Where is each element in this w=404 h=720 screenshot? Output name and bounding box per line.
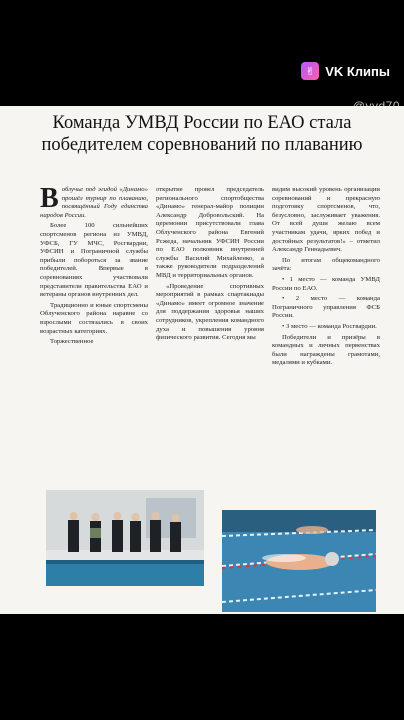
team-photo bbox=[46, 490, 204, 586]
result-item: • 1 место — команда УМВД России по ЕАО. bbox=[272, 275, 380, 292]
paragraph: «Проведение спортивных мероприятий в рамках спартакиады «Динамо» имеет огромное значение для поддержания здоровья наших сотрудников, укрепления командного духа и повышения уровня физического развития. Сегодня мы bbox=[156, 282, 264, 342]
newspaper-page bbox=[0, 106, 404, 614]
lead-paragraph bbox=[40, 186, 148, 220]
paragraph: Традиционно и юные спортсмены Облученского района наравне со взрослыми состязались в своих возрастных категориях. bbox=[40, 301, 148, 335]
result-item: • 3 место — команда Росгвардии. bbox=[282, 322, 377, 330]
vk-clips-label: VK Клипы bbox=[325, 63, 390, 79]
paragraph: Победители и призёры в командных и личных первенствах были награждены грамотами, медалями и кубками. bbox=[272, 333, 380, 367]
article-columns bbox=[40, 186, 380, 472]
article-column-1 bbox=[40, 186, 148, 472]
drop-cap: В bbox=[40, 186, 59, 214]
swimmer-photo bbox=[222, 510, 376, 612]
team-photo-image bbox=[46, 490, 204, 586]
article-column-3 bbox=[272, 186, 380, 472]
vk-clips-icon: ✌ bbox=[301, 62, 319, 80]
result-item: • 2 место — команда Пограничного управления ФСБ России. bbox=[272, 295, 380, 320]
article-headline: Команда УМВД России по ЕАО стала победителем соревнований по плаванию bbox=[41, 113, 363, 155]
paragraph: Торжественное bbox=[50, 338, 94, 346]
paragraph: По итогам общекомандного зачёта: bbox=[272, 256, 380, 273]
paragraph: открытие провел председатель регионального спортобщества «Динамо» генерал-майор полиции Александр Добровольский. На церемонии присутствовали глава Облученского района Евгений Рсжеда, начальник УФСИН России по ЕАО полковник внутренней службы Василий Михайленко, а также руководители подразделений МВД и территориальных органов. bbox=[156, 186, 264, 279]
lead-text: облучье под эгидой «Динамо» прошёл турнир по плаванию, посвящённый Году единства народов России. bbox=[40, 186, 148, 219]
paragraph: Более 100 сильнейших спортсменов региона из УМВД, УФСБ, ГУ МЧС, Росгвардии, УФСИН и Пограничной службы прибыли побороться за звание победителей. Впервые в соревнованиях участвовали представители правительства ЕАО и ветераны органов внутренних дел. bbox=[40, 222, 148, 299]
paragraph: видим высокий уровень организации соревнований и прекрасную подготовку спортсменов, что, безусловно, заслуживает уважения. От всей души желаю всем участникам удачи, ярких побед и достойных результатов!» – отметил Александр Геннадьевич. bbox=[272, 186, 380, 254]
swimmer-photo-image bbox=[222, 510, 376, 612]
vk-clips-badge[interactable] bbox=[301, 62, 390, 80]
article-column-2 bbox=[156, 186, 264, 472]
